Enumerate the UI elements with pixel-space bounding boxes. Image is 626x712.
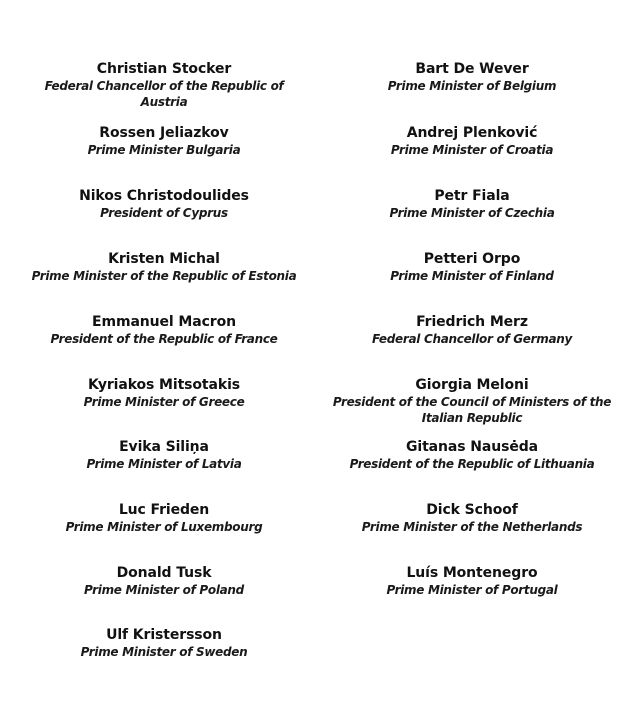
signatory-name: Donald Tusk xyxy=(116,565,212,581)
signatory-title: Federal Chancellor of the Republic of Austria xyxy=(44,79,284,109)
signatory-bulgaria xyxy=(30,125,298,158)
signatory-latvia xyxy=(30,439,298,472)
signatory-title: President of the Republic of Lithuania xyxy=(349,457,595,471)
signatory-finland xyxy=(328,251,616,284)
signatory-title: Prime Minister of Luxembourg xyxy=(65,520,263,534)
signatory-austria xyxy=(30,61,298,110)
signatory-name: Nikos Christodoulides xyxy=(79,188,249,204)
signatory-name: Friedrich Merz xyxy=(416,314,528,330)
signatory-title: Prime Minister of Latvia xyxy=(86,457,242,471)
signatory-title: Federal Chancellor of Germany xyxy=(371,332,573,346)
signatory-title: Prime Minister of Finland xyxy=(390,269,554,283)
signatory-title: Prime Minister of Greece xyxy=(83,395,245,409)
signatory-name: Petteri Orpo xyxy=(423,251,521,267)
signatory-name: Rossen Jeliazkov xyxy=(99,125,229,141)
signatory-portugal xyxy=(328,565,616,598)
signatory-name: Andrej Plenković xyxy=(406,125,538,141)
signatory-croatia xyxy=(328,125,616,158)
signatory-name: Gitanas Nausėda xyxy=(406,439,538,455)
signatory-title: Prime Minister of Portugal xyxy=(386,583,558,597)
signatory-name: Emmanuel Macron xyxy=(92,314,236,330)
signatory-title: Prime Minister of Czechia xyxy=(389,206,555,220)
signatory-title: President of the Council of Ministers of the Italian Republic xyxy=(332,395,612,425)
signatory-czechia xyxy=(328,188,616,221)
signatory-name: Kyriakos Mitsotakis xyxy=(87,377,241,393)
signatory-title: Prime Minister Bulgaria xyxy=(87,143,241,157)
signatory-title: Prime Minister of Sweden xyxy=(80,645,248,659)
signatory-italy xyxy=(328,377,616,426)
signatory-netherlands xyxy=(328,502,616,535)
signatory-title: Prime Minister of the Republic of Estonia xyxy=(31,269,297,283)
signatory-belgium xyxy=(328,61,616,94)
signatory-title: President of Cyprus xyxy=(100,206,228,220)
signatory-germany xyxy=(328,314,616,347)
signatory-lithuania xyxy=(328,439,616,472)
signatory-name: Dick Schoof xyxy=(426,502,518,518)
signatory-title: Prime Minister of Belgium xyxy=(387,79,557,93)
signatory-name: Luc Frieden xyxy=(118,502,210,518)
signatory-name: Luís Montenegro xyxy=(406,565,538,581)
signatory-greece xyxy=(30,377,298,410)
signatory-name: Evika Siliņa xyxy=(119,439,209,455)
signatory-name: Giorgia Meloni xyxy=(415,377,529,393)
signatory-title: President of the Republic of France xyxy=(50,332,278,346)
signatory-poland xyxy=(30,565,298,598)
signatory-title: Prime Minister of the Netherlands xyxy=(361,520,583,534)
signatory-estonia xyxy=(30,251,298,284)
signatory-luxembourg xyxy=(30,502,298,535)
signatory-name: Christian Stocker xyxy=(96,61,232,77)
signatory-name: Ulf Kristersson xyxy=(106,627,222,643)
signatory-sweden xyxy=(30,627,298,660)
signatory-name: Petr Fiala xyxy=(434,188,510,204)
signatory-title: Prime Minister of Croatia xyxy=(390,143,554,157)
signatory-name: Bart De Wever xyxy=(415,61,529,77)
signatory-cyprus xyxy=(30,188,298,221)
signatory-title: Prime Minister of Poland xyxy=(84,583,244,597)
signatory-name: Kristen Michal xyxy=(108,251,220,267)
signatory-france xyxy=(30,314,298,347)
